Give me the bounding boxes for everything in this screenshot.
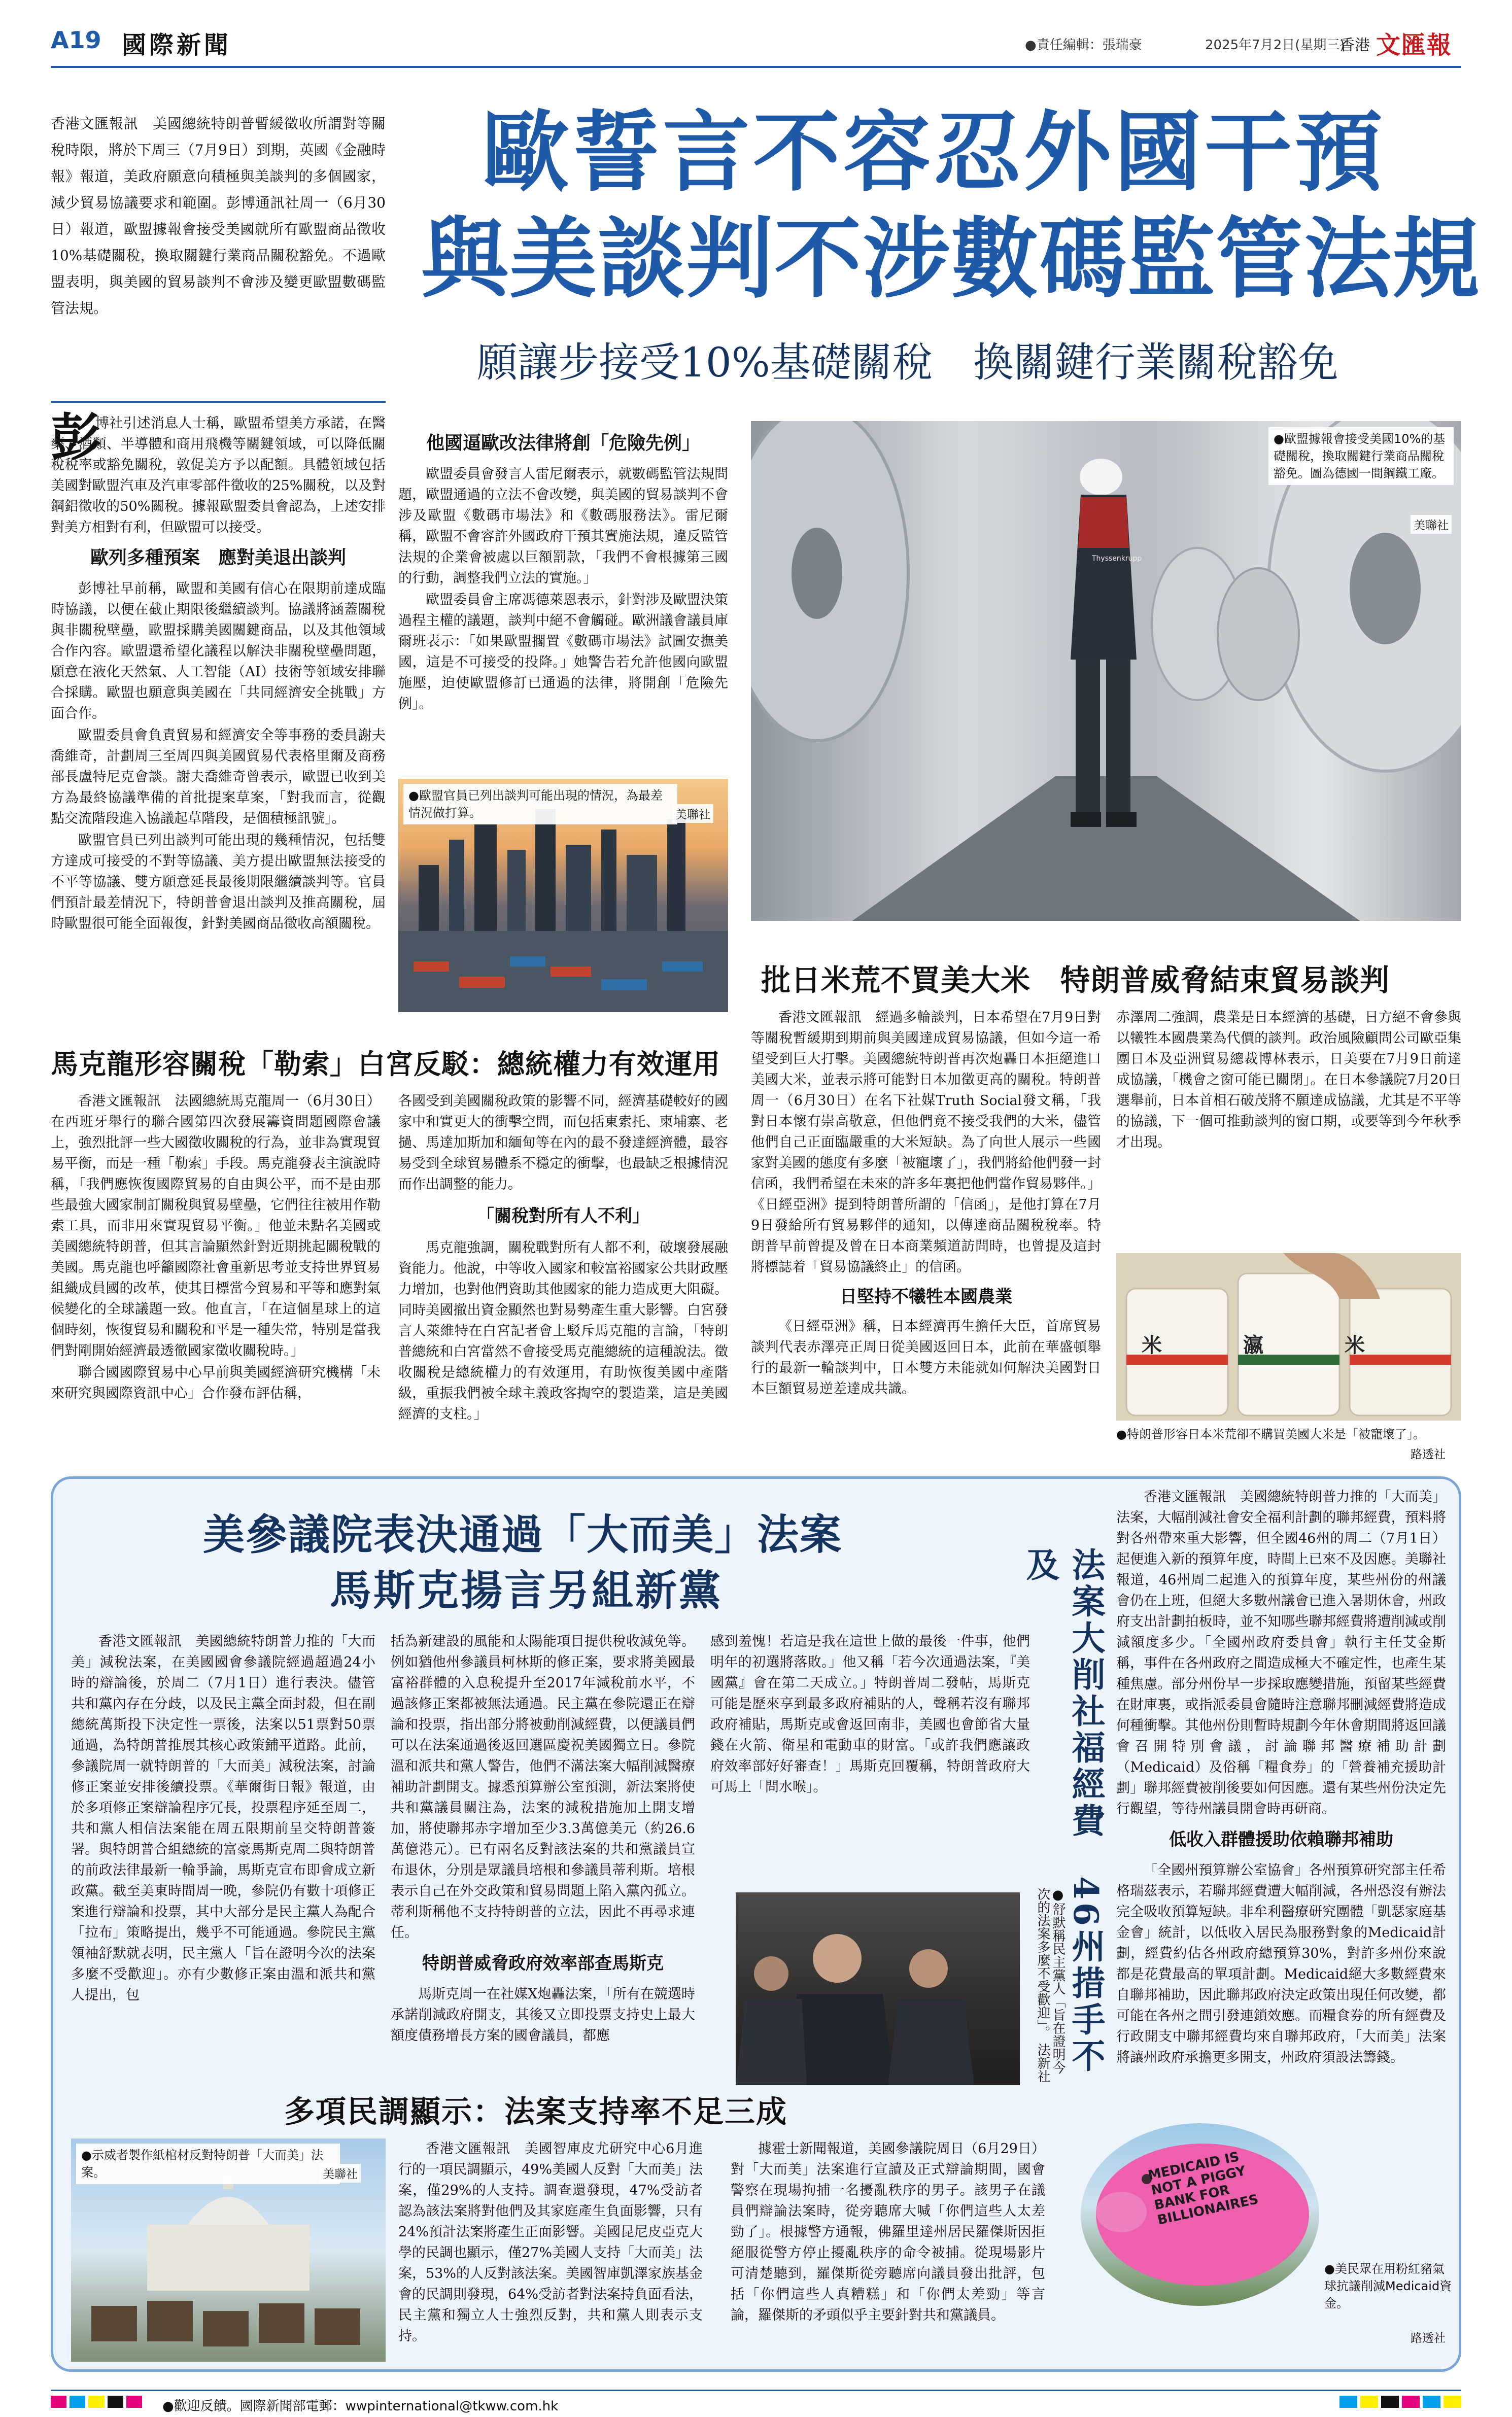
senate-right-para: 香港文匯報訊 美國總統特朗普力推的「大而美」法案，大幅削減社會安全福利計劃的聯邦經費，預料將對各州帶來重大影響，但全國46州的周二（7月1日）起便進入新的預算年度，時間上已來不及因應。美聯社報道，46州周二起進入的預算年度，某些州份的州議會仍在上班，但絕大多數州議會已進入暑期休會，州政府支出計劃拍板時，並不知哪些聯邦經費將遭削減或削減額度多少。「全國州政府委員會」執行主任艾金斯稱，事件在各州政府之間造成極大不確定性，也產生某種焦慮。部分州份早一步採取應變措施，預留某些經費在財庫裏，或指派委員會隨時注意聯邦刪減經費將造成何種衝擊。其他州份則暫時規劃今年休會期間將返回議會召開特別會議，討論聯邦醫療補助計劃（Medicaid）及俗稱「糧食券」的「營養補充援助計劃」聯邦經費被削後要如何因應。還有某些州份決定先行觀望，等待州議員開會時再研商。 (1116, 1489, 1446, 1817)
credit-capitol: 美聯社 (320, 2164, 361, 2183)
page-number: A19 (51, 26, 101, 54)
senate-col1 (71, 1631, 375, 2007)
poll-col2 (731, 2138, 1045, 2327)
macron-subhead: 「關稅對所有人不利」 (477, 1206, 649, 1226)
senate-col2-end: 馬斯克周一在社媒X炮轟法案，「所有在競選時承諾削減政府開支，其後又立即投票支持史上最大額度債務增長方案的國會議員，都應 (391, 1986, 695, 2044)
intro-rule (51, 401, 386, 403)
senate-headline-2: 馬斯克揚言另組新黨 (330, 1567, 723, 1615)
issue-date: 2025年7月2日(星期三) (1205, 38, 1345, 53)
senate-side-headline: 法案大削社福經費 46州措手不及 (1020, 1547, 1106, 2075)
photo-schumer (736, 1892, 1020, 2085)
lead-intro: 香港文匯報訊 美國總統特朗普暫緩徵收所謂對等關稅時限，將於下周三（7月9日）到期，英國《金融時報》報道，美政府願意向積極與美談判的多個國家，減少貿易協議要求和範圍。彭博通訊社周一（6月30日）報道，歐盟據報會接受美國就所有歐盟商品徵收10%基礎關稅，換取關鍵行業商品關稅豁免。不過歐盟表明，與美國的貿易談判不會涉及變更歐盟數碼監管法規。 (51, 115, 386, 317)
header-rule (51, 66, 1461, 68)
japan-headline: 批日米荒不買美大米 特朗普威脅結束貿易談判 (761, 963, 1390, 997)
caption-skyline: ●歐盟官員已列出談判可能出現的情況，為最差情況做打算。 (403, 784, 677, 824)
credit-skyline: 美聯社 (672, 804, 713, 823)
senate-headline-1: 美參議院表決通過「大而美」法案 (203, 1511, 843, 1559)
lead-col1-para: 歐盟委員會負責貿易和經濟安全等事務的委員謝夫喬維奇，計劃周三至周四與美國貿易代表格里爾及商務部長盧特尼克會談。謝夫喬維奇曾表示，歐盟已收到美方為最終協議準備的首批提案草案，「對我而言，從觀點交流階段進入協議起草階段，是個積極訊號」。 (51, 728, 386, 826)
japan-col1 (751, 1007, 1101, 1400)
poll-col1-para: 香港文匯報訊 美國智庫皮尤研究中心6月進行的一項民調顯示，49%美國人反對「大而美」法案，僅29%的人支持。調查還發現，47%受訪者認為該法案將對他們及其家庭產生負面影響，只有24%預計法案將產生正面影響。美國昆尼皮亞克大學的民調也顯示，僅27%美國人支持「大而美」法案，53%的人反對該法案。美國智庫凱澤家族基金會的民調則發現，64%受訪者對法案持負面看法，民主黨和獨立人士強烈反對，共和黨人則表示支持。 (398, 2141, 703, 2344)
footer-rule (51, 2390, 1461, 2391)
caption-pig: ●美民眾在用粉紅豬氣球抗議削減Medicaid資金。 (1324, 2262, 1452, 2310)
japan-subhead: 日堅持不犧牲本國農業 (840, 1287, 1012, 1307)
caption-steel: ●歐盟據報會接受美國10%的基礎關稅，換取關鍵行業商品關稅豁免。圖為德國一間鋼鐵工廠。 (1268, 427, 1454, 485)
japan-col2-para: 赤澤周二強調，農業是日本經濟的基礎，日方絕不會參與以犧牲本國農業為代價的談判。政治風險顧問公司歐亞集團日本及亞洲貿易總裁博林表示，日美要在7月9日前達成協議，「機會之窗可能已關閉」。在日本參議院7月20日選舉前，日本首相石破茂將不願達成協議，尤其是不平等的協議，下一個可推動談判的窗口期，或要等到今年秋季才出現。 (1116, 1010, 1461, 1150)
credit-steel: 美聯社 (1411, 515, 1452, 534)
editor-credit: ●責任編輯：張瑞豪 (1025, 38, 1142, 53)
color-bar-left (51, 2396, 142, 2408)
lead-col2-para: 歐盟委員會發言人雷尼爾表示，就數碼監管法規問題，歐盟通過的立法不會改變，與美國的貿易談判不會涉及歐盟《數碼市場法》和《數碼服務法》。雷尼爾稱，歐盟不會容許外國政府干預其實施法規，違反監管法規的企業會被處以巨額罰款，「我們不會根據第三國的行動，調整我們立法的實施。」 (398, 466, 728, 586)
macron-col2 (398, 1091, 728, 1426)
macron-col1-end: 聯合國國際貿易中心早前與美國經濟研究機構「未來研究與國際資訊中心」合作發布評估稱， (51, 1365, 381, 1401)
poll-col2-para: 據霍士新聞報道，美國參議院周日（6月29日）對「大而美」法案進行宣讀及正式辯論期間，國會警察在現場拘捕一名擾亂秩序的男子。該男子在議員們辯論法案時，從旁聽席大喊「你們這些人太差勁了」。根據警方通報，佛羅里達州居民羅傑斯因拒絕服從警方停止擾亂秩序的命令被捕。從現場影片可清楚聽到，羅傑斯從旁聽席向議員發出批評，包括「你們這些人真糟糕」和「你們太差勁」等言論，羅傑斯的矛頭似乎主要針對共和黨議員。 (731, 2141, 1045, 2323)
lead-col1-subhead: 歐列多種預案 應對美退出談判 (90, 547, 346, 568)
senate-col1-para: 香港文匯報訊 美國總統特朗普力推的「大而美」減稅法案，在美國國會參議院經過超過24小時的辯論後，於周二（7月1日）進行表決。儘管共和黨內存在分歧，以及民主黨全面封殺，但在副總統萬斯投下決定性一票後，法案以51票對50票通過，為特朗普推展其核心政策鋪平道路。此前，參議院周一就特朗普的「大而美」減稅法案，討論修正案並安排後續投票。《華爾街日報》報道，由於多項修正案辯論程序冗長，投票程序延至周二，共和黨人相信法案能在周五限期前呈交特朗普簽署。與特朗普合組總統的富豪馬斯克周二與特朗普的前政法律最新一輪爭論，馬斯克宣布即會成立新政黨。截至美東時間周一晚，參院仍有數十項修正案進行辯論和投票，其中大部分是民主黨人為配合「拉布」策略提出，幾乎不可能通過。參院民主黨領袖舒默就表明，民主黨人「旨在證明今次的法案多麼不受歡迎」。亦有少數修正案由溫和派共和黨人提出，包 (71, 1634, 375, 2003)
worker-logo: Thyssenkrupp (1092, 555, 1142, 563)
section-name: 國際新聞 (122, 31, 232, 59)
caption-rice: ●特朗普形容日本米荒卻不購買美國大米是「被寵壞了」。 (1116, 1427, 1425, 1441)
drop-cap: 彭 (51, 407, 101, 467)
paper-prefix: 香港 (1339, 37, 1370, 54)
lead-col1-first: 博社引述消息人士稱，歐盟希望美方承諾，在醫藥、酒類、半導體和商用飛機等關鍵領域，可以降低關稅稅率或豁免關稅，敦促美方予以配額。具體領域包括美國對歐盟汽車及汽車零部件徵收的25%關稅，以及對鋼鋁徵收的50%關稅。據報歐盟委員會認為，上述安排對美方相對有利，但歐盟可以接受。 (51, 416, 386, 535)
credit-schumer: 法新社 (1035, 2043, 1050, 2083)
senate-col3-para: 感到羞愧！若這是我在這世上做的最後一件事，他們明年的初選將落敗。」他又稱「若今次通過法案，『美國黨』會在第二天成立。」特朗普周二發帖，馬斯克可能是歷來享到最多政府補貼的人，聲稱若沒有聯邦政府補貼，馬斯克或會返回南非，美國也會節省大量錢在火箭、衛星和電動車的財富。「或許我們應讓政府效率部好好審查！」馬斯克回覆稱，特朗普政府大可馬上「問水喉」。 (710, 1634, 1030, 1795)
senate-col2 (391, 1631, 695, 2047)
senate-col3 (710, 1631, 1030, 1799)
poll-col1 (398, 2138, 703, 2347)
steel-coils-graphic (751, 421, 1461, 921)
lead-subtitle: 願讓步接受10%基礎關稅 換關鍵行業關稅豁免 (477, 339, 1338, 386)
lead-col2-para: 歐盟委員會主席馮德萊恩表示，針對涉及歐盟決策過程主權的議題，談判中絕不會觸碰。歐洲議會議員庫爾班表示：「如果歐盟擱置《數碼市場法》試圖安撫美國，這是不可接受的投降。」她警告若允許他國向歐盟施壓，迫使歐盟修訂已通過的法律，將開創「危險先例」。 (398, 592, 728, 712)
credit-rice: 路透社 (1411, 1448, 1446, 1461)
lead-col2 (398, 413, 728, 715)
lead-col1 (51, 407, 386, 935)
senate-col2-para: 括為新建設的風能和太陽能項目提供稅收減免等。例如猶他州參議員柯林斯的修正案，要求將美國最富裕群體的入息稅提升至2017年減稅前水平，不過該修正案都被無法通過。民主黨在參院還正在辯論和投票，指出部分將被動削減經費，以便議員們可以在法案通過後返回選區慶祝美國獨立日。參院溫和派共和黨人警告，他們不滿法案大幅削減醫療補助計劃開支。據悉預算辦公室預測，新法案將使共和黨議員關注為，法案的減稅措施加上開支增加，將使聯邦赤字增加至少3.3萬億美元（約26.6萬億港元）。已有兩名反對該法案的共和黨議員宣布退休，分別是眾議員培根和參議員蒂利斯。培根表示自己在外交政策和貿易問題上陷入黨內孤立。蒂利斯稱他不支持特朗普的立法，因此不再尋求連任。 (391, 1634, 695, 1941)
japan-col1-para: 香港文匯報訊 經過多輪談判，日本希望在7月9日對等關稅暫緩期到期前與美國達成貿易協議，但如今這一希望受到巨大打擊。美國總統特朗普再次炮轟日本拒絕進口美國大米，並表示將可能對日本加徵更高的關稅。特朗普周一（6月30日）在名下社媒Truth Social發文稱，「我對日本懷有崇高敬意，但他們竟不接受我們的大米，儘管他們自己正面臨嚴重的大米短缺。為了向世人展示一些國家對美國的態度有多麼「被寵壞了」，我們將給他們發一封信函，我們希望在未來的許多年裏把他們當作貿易夥伴。」《日經亞洲》提到特朗普所謂的「信函」，是他打算在7月9日發給所有貿易夥伴的通知，以傳達商品關稅稅率。特朗普早前曾提及曾在日本商業頻道訪問時，也曾提及這封將標誌着「貿易協議終止」的信函。 (751, 1010, 1101, 1275)
lead-col1-para: 彭博社早前稱，歐盟和美國有信心在限期前達成臨時協議，以便在截止期限後繼續談判。協議將涵蓋關稅與非關稅壁壘，歐盟採購美國關鍵商品，以及其他領域合作內容。歐盟還希望化議程以解決非關稅壁壘問題，願意在液化天然氣、人工智能（AI）技術等領域安排聯合採購。歐盟也願意與美國在「共同經濟安全挑戰」方面合作。 (51, 581, 386, 721)
macron-col1 (51, 1091, 381, 1405)
japan-col2 (1116, 1007, 1461, 1154)
lead-headline-1: 歐誓言不容忍外國干預 (482, 100, 1385, 203)
credit-pig: 路透社 (1411, 2332, 1446, 2345)
macron-headline: 馬克龍形容關稅「勒索」白宮反駁：總統權力有效運用 (51, 1048, 720, 1080)
lead-col2-subhead: 他國逼歐改法律將創「危險先例」 (426, 433, 700, 454)
macron-col1-para: 香港文匯報訊 法國總統馬克龍周一（6月30日）在西班牙舉行的聯合國第四次發展籌資問題國際會議上，強烈批評一些大國徵收關稅的行為，並非為實現貿易平衡，而是一種「勒索」手段。馬克龍發表主演說時稱，「我們應恢復國際貿易的自由與公平，而不是由那些最強大國家制訂關稅與貿易壁壘，它們往往被用作勒索工具，而非用來實現貿易平衡。」他並未點名美國或美國總統特朗普，但其言論顯然針對近期挑起關稅戰的美國。馬克龍也呼籲國際社會重新思考並支持世界貿易組織成員國的改革，使其目標當今貿易和平等和應對氣候變化的全球議題一致。他直言，「在這個星球上的這個時刻，恢復貿易和關稅和平是一種失常，特別是當我們對剛開始經濟最透徹國家徵收關稅時。」 (51, 1093, 381, 1359)
schumer-graphic (736, 1892, 1020, 2085)
lead-headline-2: 與美談判不涉數碼監管法規 (421, 207, 1481, 310)
footer-feedback: ●歡迎反饋。國際新聞部電郵：wwpinternational@tkww.com.hk (162, 2399, 559, 2414)
japan-col1-end: 《日經亞洲》稱，日本經濟再生擔任大臣，首席貿易談判代表赤澤亮正周日從美國返回日本，此前在華盛頓舉行的最新一輪談判中，日本雙方未能就如何解決美國對日本巨額貿易逆差達成共識。 (751, 1319, 1101, 1397)
senate-right-subhead: 低收入群體援助依賴聯邦補助 (1169, 1829, 1393, 1850)
color-bar-right (1339, 2396, 1461, 2408)
senate-col2-subhead: 特朗普威脅政府效率部查馬斯克 (422, 1953, 664, 1974)
senate-right-para2: 「全國州預算辦公室協會」各州預算研究部主任希格瑞茲表示，若聯邦經費遭大幅削減，各州恐沒有辦法完全吸收預算短缺。非牟利醫療研究團體「凱瑟家庭基金會」統計，以低收入居民為服務對象的Medicaid計劃，經費約佔各州政府總預算30%，對許多州份來說都是花費最高的單項計劃。Medicaid絕大多數經費來自聯邦補助，因此聯邦政府決定政策出現任何改變，都可能在各州之間引發連鎖效應。而糧食券的所有經費及行政開支中聯邦經費均來自聯邦政府，「大而美」法案將讓州政府承擔更多開支，州政府須設法籌錢。 (1116, 1862, 1446, 2065)
photo-steel-factory (751, 421, 1461, 921)
poll-headline: 多項民調顯示：法案支持率不足三成 (284, 2094, 787, 2130)
macron-col2-top: 各國受到美國關稅政策的影響不同，經濟基礎較好的國家中和實更大的衝擊空間，而包括東索托、柬埔寨、老撾、馬達加斯加和緬甸等在內的最不發達經濟體，最容易受到全球貿易體系不穩定的衝擊，也最缺乏根據情況而作出調整的能力。 (398, 1093, 728, 1192)
caption-schumer: ●舒默稱民主黨人「旨在證明今次的法案多麼不受歡迎」。 法新社 (1035, 1887, 1066, 2083)
macron-col2-para: 馬克龍強調，關稅戰對所有人都不利，破壞發展融資能力。他說，中等收入國家和較富裕國家公共財政壓力增加，也對他們資助其他國家的能力造成更大阻礙。同時美國撤出資金顯然也對易勢產生重大影響。白宮發言人萊維特在白宮記者會上駁斥馬克龍的言論，「特朗普總統和白宮當然不會接受馬克龍總統的這種說法。徵收關稅是總統權力的有效運用，有助恢復美國中產階級，重振我們被全球主義政客掏空的製造業，這是美國經濟的支柱。」 (398, 1240, 728, 1422)
lead-col1-para: 歐盟官員已列出談判可能出現的幾種情況，包括雙方達成可接受的不對等協議、美方提出歐盟無法接受的不平等協議、雙方願意延長最後期限繼續談判等。官員們預計最差情況下，特朗普會退出談判及推高關稅，屆時歐盟很可能全面報復，針對美國商品徵收高額關稅。 (51, 833, 386, 931)
rice-bag-label: 米 瀛 米 (1142, 1333, 1395, 1357)
caption-capitol: ●示威者製作紙棺材反對特朗普「大而美」法案。 (76, 2144, 340, 2184)
paper-logo: 文匯報 (1376, 31, 1453, 59)
pig-sign-text: MEDICAID IS NOT A PIGGY BANK FOR BILLIONAIRES (1146, 2149, 1260, 2228)
steel-worker (1071, 459, 1137, 827)
senate-right-col (1116, 1487, 1446, 2069)
